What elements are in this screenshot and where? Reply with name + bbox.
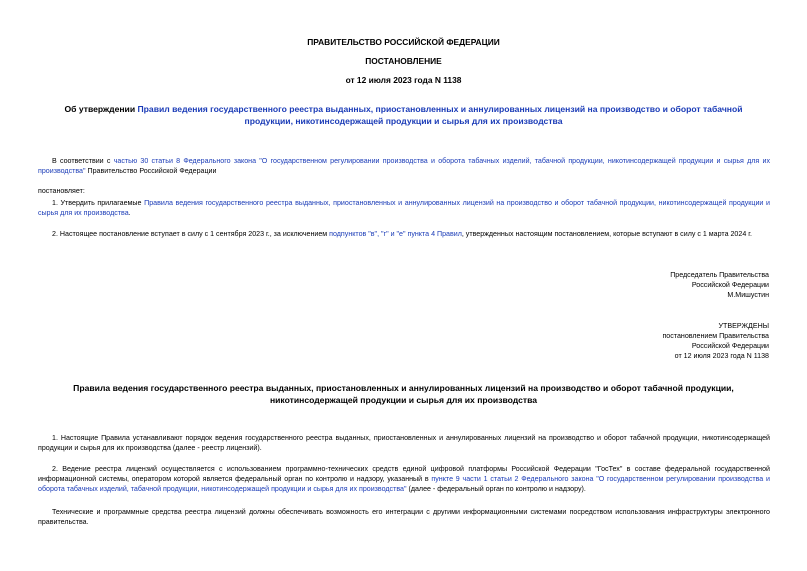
preamble-law-link[interactable]: частью 30 статьи 8 Федерального закона "О государственном регулировании производства и оборота табачных изделий, табачной продукции, никотинсодержащей продукции и сырья для их производства" — [38, 157, 770, 175]
preamble-text-end: Правительство Российской Федерации — [85, 167, 217, 175]
approved-by: постановлением Правительства — [662, 332, 769, 340]
approved-heading: УТВЕРЖДЕНЫ — [718, 322, 769, 330]
rule-3: Технические и программные средства реестра лицензий должны обеспечивать возможность его интеграции с другими информационными системами посредством использования инфраструктуры электронного правительства. — [38, 508, 770, 526]
title-prefix: Об утверждении — [64, 104, 138, 114]
rule-1: 1. Настоящие Правила устанавливают порядок ведения государственного реестра выданных, приостановленных и аннулированных лицензий на производство и оборот табачной продукции, никотинсодержащей продукции и сырья для их производства (далее - реестр лицензий). — [38, 434, 770, 452]
rule-2 — [38, 464, 770, 494]
rule-2-law-link[interactable]: пункте 9 части 1 статьи 2 Федерального закона "О государственном регулировании производства и оборота табачных изделий, табачной продукции, никотинсодержащей продукции и сырья для их производства" — [38, 475, 770, 493]
rule-2-text-start: 2. Ведение реестра лицензий осуществляется с использованием программно-технических средств единой цифровой платформы Российской Федерации "ГосТех" в составе федеральной государственной информационной системы, оператором которой является федеральный орган по контролю и надзору, указанный в — [38, 465, 770, 483]
title-rules-link[interactable]: Правил ведения государственного реестра выданных, приостановленных и аннулированных лицензий на производство и оборот табачной продукции, никотинсодержащей продукции и сырья для их производства — [137, 104, 743, 126]
org-header: ПРАВИТЕЛЬСТВО РОССИЙСКОЙ ФЕДЕРАЦИИ — [307, 37, 500, 47]
item-1-rules-link[interactable]: Правила ведения государственного реестра выданных, приостановленных и аннулированных лицензий на производство и оборот табачной продукции, никотинсодержащей продукции и сырья для их производства — [38, 199, 770, 217]
document-title — [52, 104, 755, 127]
item-1-text-end: . — [128, 209, 131, 217]
preamble-paragraph — [38, 156, 770, 176]
approved-date: от 12 июля 2023 года N 1138 — [674, 352, 769, 360]
rule-2-text-end: (далее - федеральный орган по контролю и надзору). — [406, 485, 586, 493]
resolves-text: постановляет: — [38, 187, 85, 195]
signature-name: М.Мишустин — [727, 291, 769, 299]
item-2-text-start: 2. Настоящее постановление вступает в силу с 1 сентября 2023 г., за исключением — [52, 230, 330, 238]
signature-federation: Российской Федерации — [691, 281, 769, 289]
signature-block — [469, 270, 769, 300]
item-1-text-start: 1. Утвердить прилагаемые — [52, 199, 145, 207]
item-1 — [38, 198, 770, 218]
item-2-text-end: , утвержденных настоящим постановлением, которые вступают в силу с 1 марта 2024 г. — [461, 230, 752, 238]
item-2 — [38, 229, 770, 239]
approved-federation: Российской Федерации — [691, 342, 769, 350]
signature-position: Председатель Правительства — [670, 271, 769, 279]
doc-date-number: от 12 июля 2023 года N 1138 — [345, 75, 462, 85]
preamble-text-start: В соответствии с — [52, 157, 114, 165]
approved-block — [469, 321, 769, 361]
rules-title: Правила ведения государственного реестра выданных, приостановленных и аннулированных лицензий на производство и оборот табачной продукции, никотинсодержащей продукции и сырья для их производства — [73, 383, 734, 405]
doc-type: ПОСТАНОВЛЕНИЕ — [365, 56, 442, 66]
item-2-subitems-link[interactable]: подпунктов "в", "г" и "е" пункта 4 Правил — [329, 230, 462, 238]
